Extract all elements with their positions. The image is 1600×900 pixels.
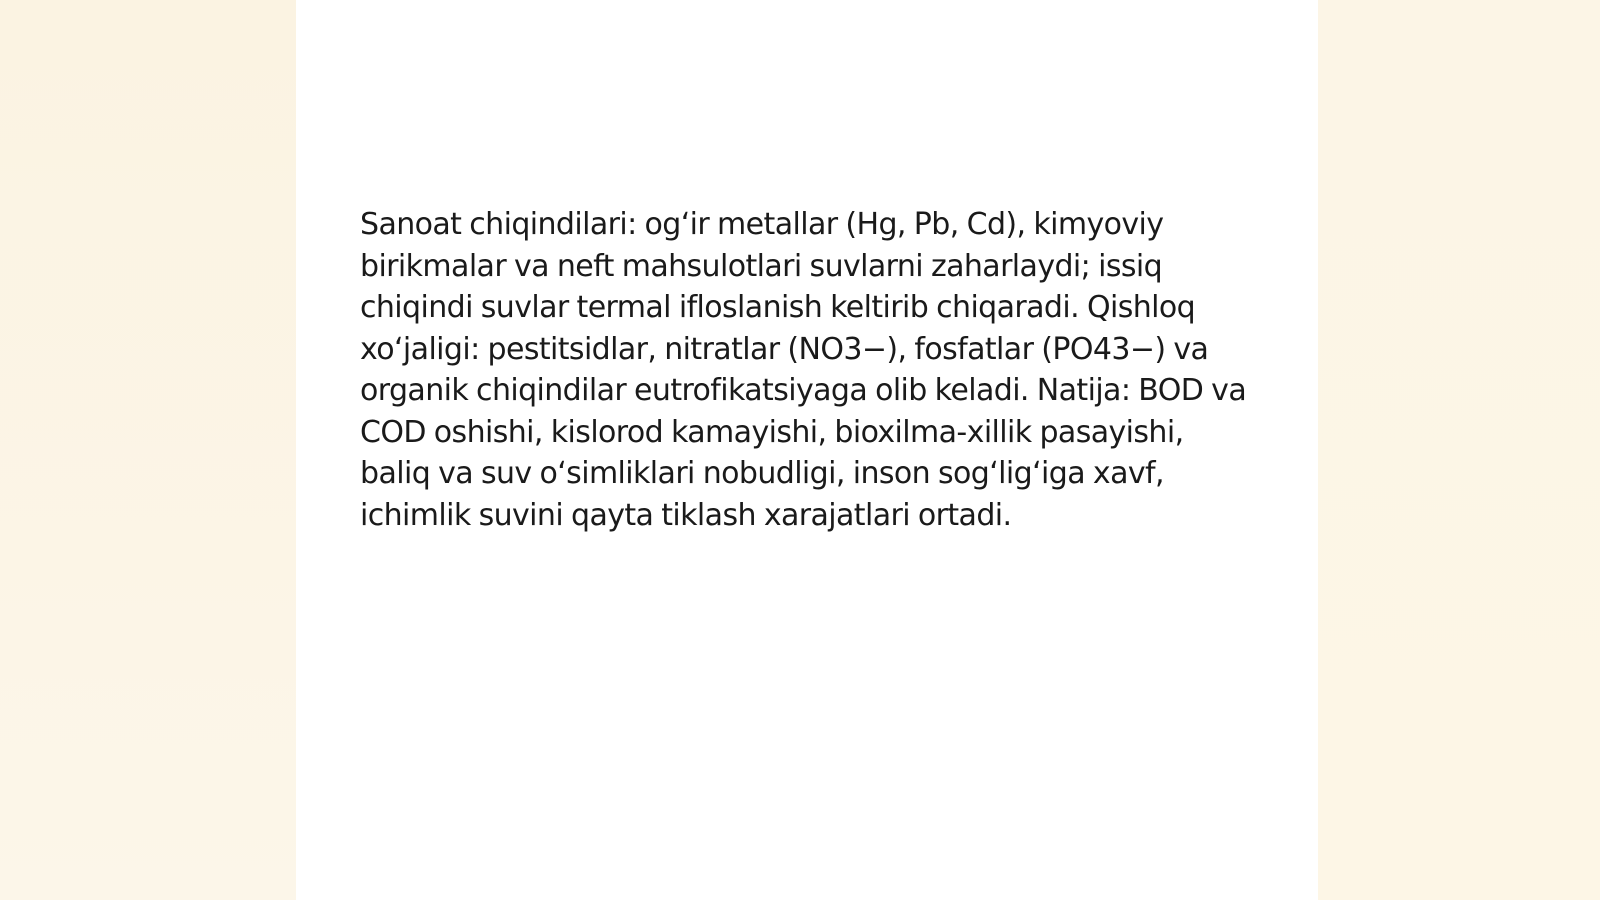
slide-body-text: Sanoat chiqindilari: og‘ir metallar (Hg, Pb, Cd), kimyoviy birikmalar va neft mahsulotlari suvlarni zaharlaydi; issiq chiqindi suvlar termal ifloslanish keltirib chiqaradi. Qishloq xo‘jaligi: pestitsidlar, nitratlar (NO3−), fosfatlar (PO43−) va organik chiqindilar eutrofikatsiyaga olib keladi. Natija: BOD va COD oshishi, kislorod kamayishi, bioxilma-xillik pasayishi, baliq va suv o‘simliklari nobudligi, inson sog‘lig‘iga xavf, ichimlik suvini qayta tiklash xarajatlari ortadi. <box>360 207 1247 533</box>
slide-canvas <box>296 0 1318 900</box>
right-background-panel <box>1318 0 1600 900</box>
left-background-panel <box>0 0 296 900</box>
